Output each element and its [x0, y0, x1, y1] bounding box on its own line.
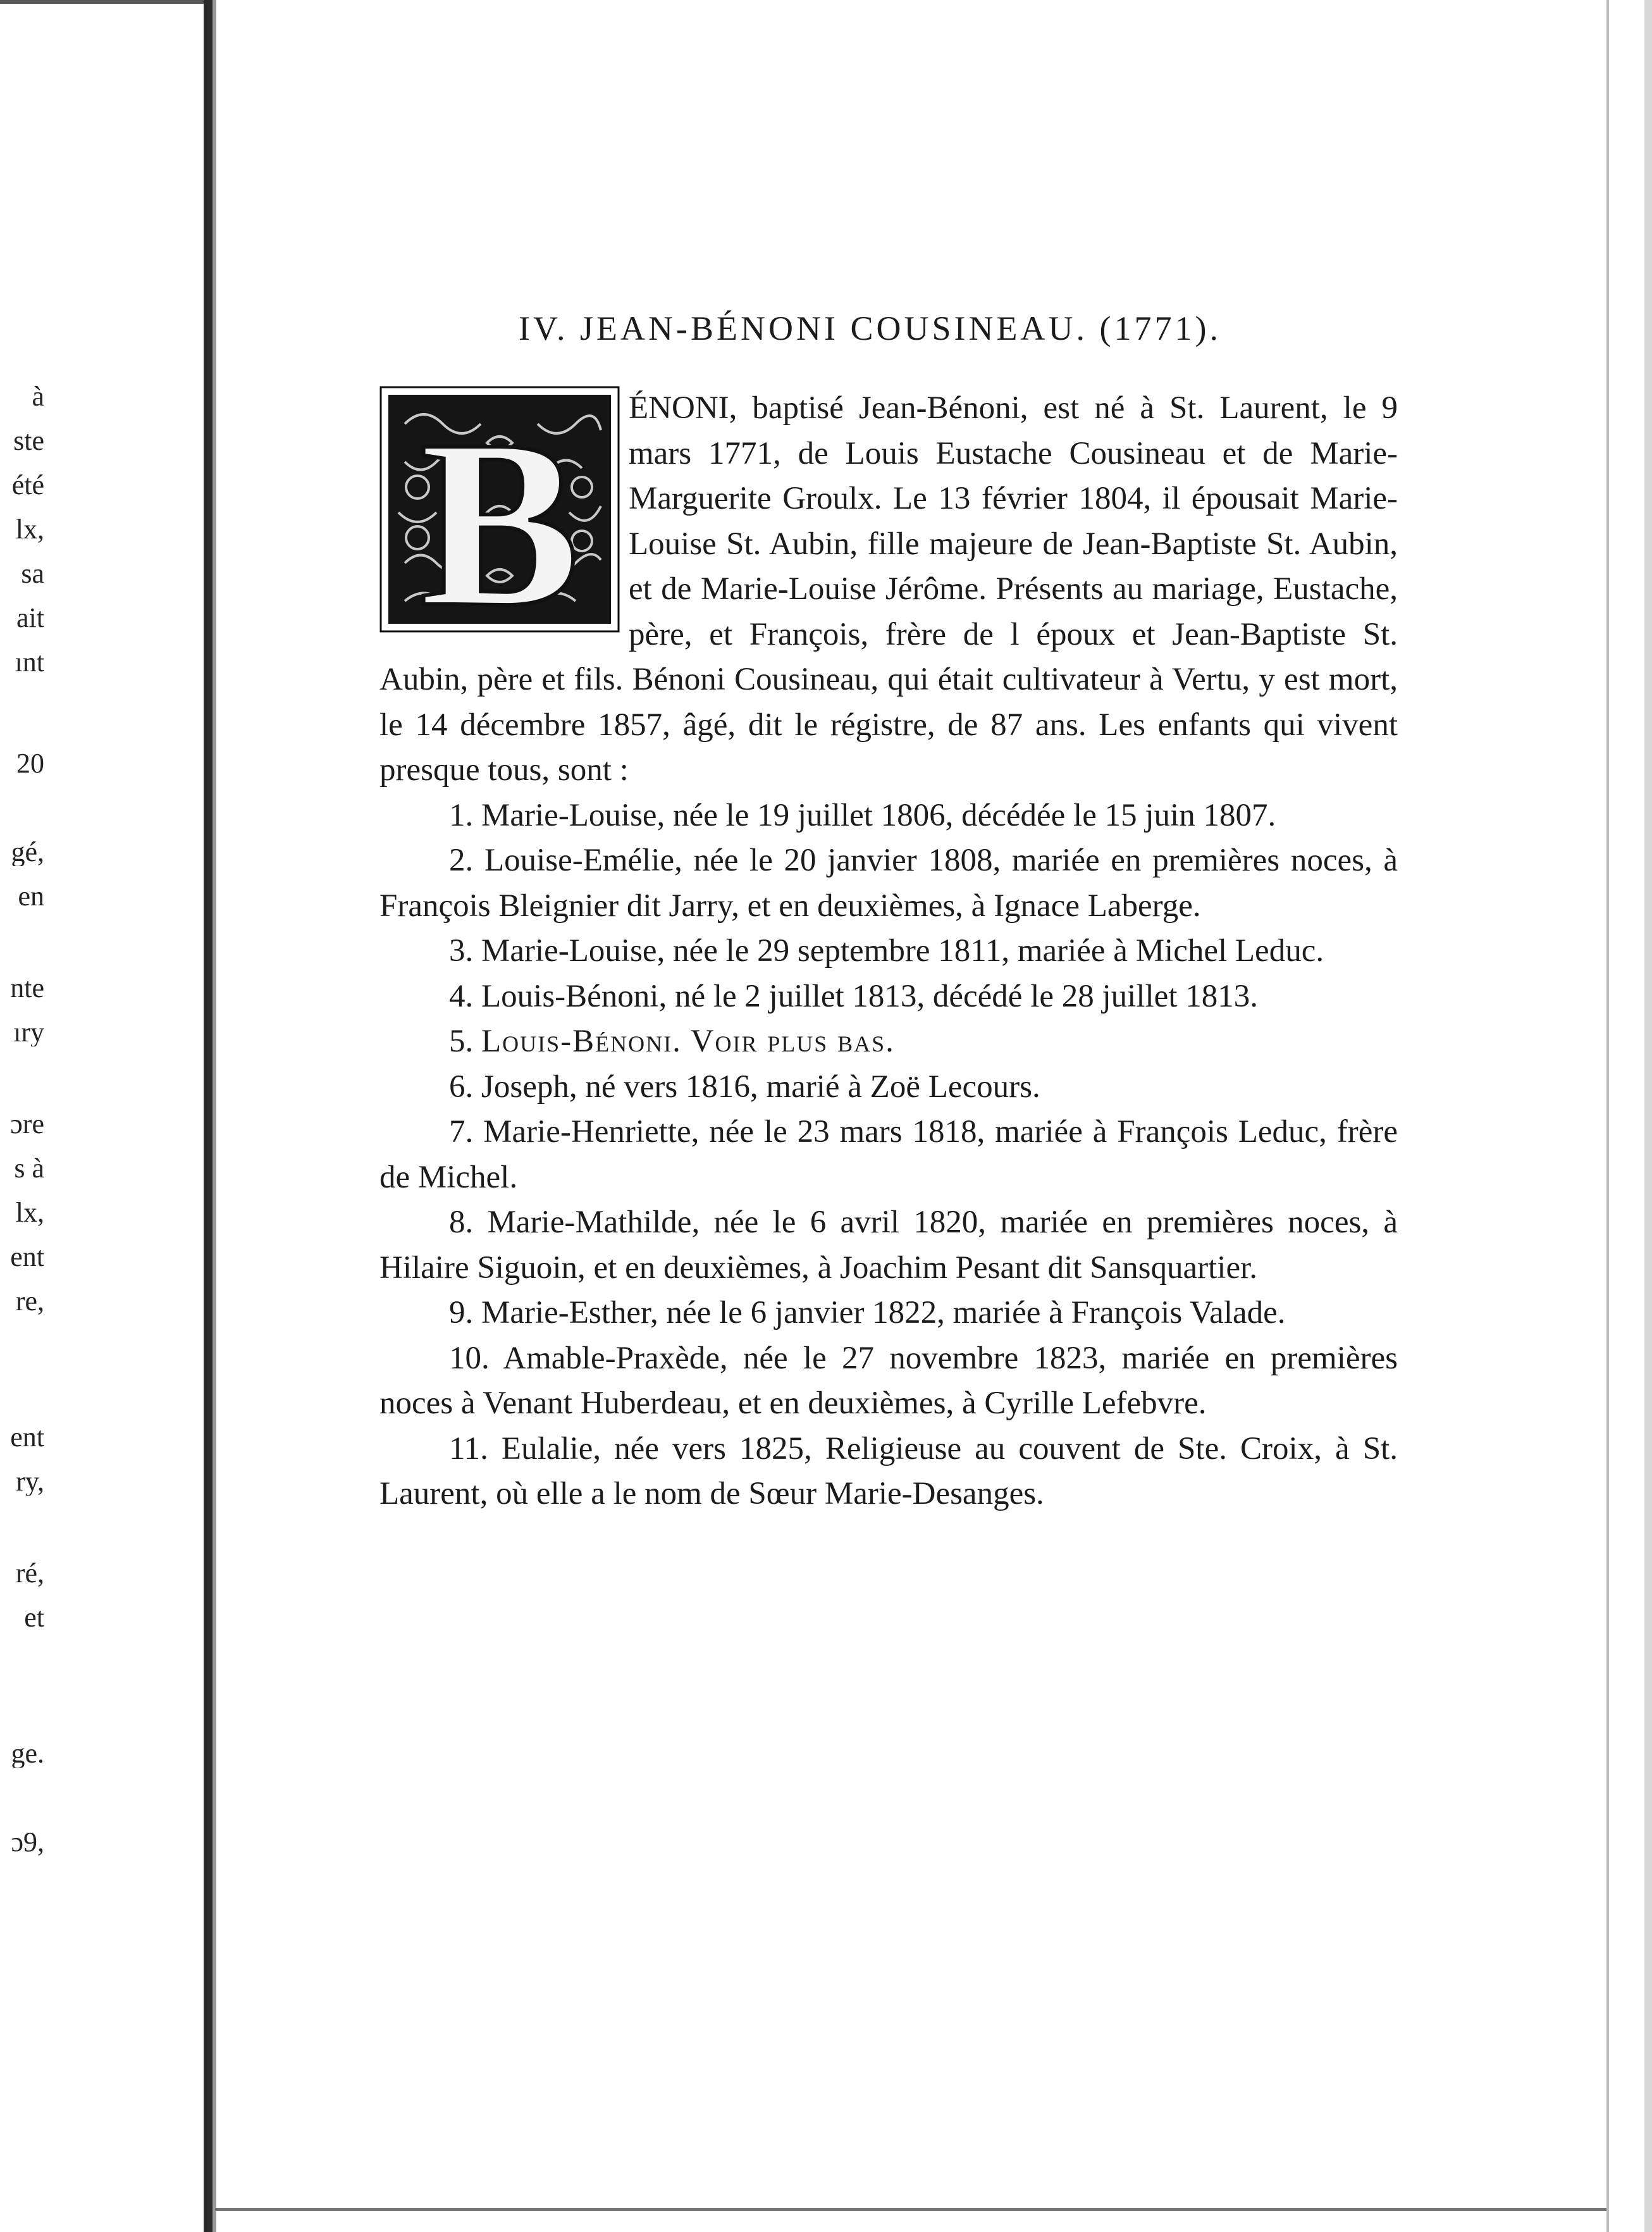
item-number: 2.	[449, 843, 474, 878]
item-text: Marie-Louise, née le 29 septembre 1811, mariée à Michel Leduc.	[481, 933, 1324, 969]
list-item	[379, 1065, 1398, 1110]
left-fragment: gé,	[11, 838, 44, 866]
item-number: 4.	[449, 978, 474, 1014]
item-text: Louis-Bénoni, né le 2 juillet 1813, décédé le 28 juillet 1813.	[481, 978, 1258, 1014]
item-text: Louise-Emélie, née le 20 janvier 1808, mariée en premières noces, à François Bleignier dit Jarry, et en deuxièmes, à Ignace Laberge.	[379, 843, 1398, 924]
item-text: Amable-Praxède, née le 27 novembre 1823, mariée en premières noces à Venant Huberdeau, et en deuxièmes, à Cyrille Lefebvre.	[379, 1340, 1398, 1421]
page-right-edge	[1606, 0, 1609, 2232]
item-number: 11.	[449, 1430, 488, 1466]
svg-text:B: B	[419, 390, 580, 633]
item-text: Louis-Bénoni. Voir plus bas.	[481, 1024, 895, 1059]
left-fragment: ıry	[13, 1019, 44, 1046]
item-text: Joseph, né vers 1816, marié à Zoë Lecours.	[481, 1069, 1040, 1105]
left-fragment: ent	[10, 1243, 44, 1271]
left-fragment: ɔre	[10, 1110, 44, 1138]
item-number: 5.	[449, 1024, 474, 1059]
left-fragment: et	[24, 1604, 44, 1632]
item-number: 1.	[449, 797, 474, 833]
item-number: 9.	[449, 1295, 474, 1330]
left-fragment: ɔ9,	[11, 1828, 44, 1856]
book-gutter	[204, 0, 213, 2232]
item-number: 7.	[449, 1114, 474, 1150]
scan-top-edge	[0, 0, 215, 4]
item-number: 6.	[449, 1069, 474, 1105]
left-fragment: nte	[10, 974, 44, 1002]
left-fragment: 20	[16, 750, 44, 778]
item-number: 3.	[449, 933, 474, 969]
left-fragment: ınt	[15, 648, 44, 676]
scan-right-margin	[1644, 0, 1652, 2232]
list-item	[379, 1110, 1398, 1200]
item-text: Marie-Henriette, née le 23 mars 1818, mariée à François Leduc, frère de Michel.	[379, 1114, 1398, 1195]
list-item	[379, 974, 1398, 1020]
ornate-dropcap	[379, 386, 620, 633]
main-text	[379, 386, 1398, 1517]
page-bottom-edge	[215, 2208, 1606, 2211]
children-list	[379, 793, 1398, 1517]
left-fragment: à	[32, 383, 44, 411]
list-item	[379, 1336, 1398, 1427]
list-item	[379, 1291, 1398, 1336]
dropcap-b-icon	[379, 386, 620, 633]
list-item	[379, 1019, 1398, 1065]
item-text: Marie-Louise, née le 19 juillet 1806, décédée le 15 juin 1807.	[481, 797, 1276, 833]
item-text: Marie-Esther, née le 6 janvier 1822, mariée à François Valade.	[481, 1295, 1286, 1330]
item-text: Marie-Mathilde, née le 6 avril 1820, mariée en premières noces, à Hilaire Siguoin, et en deuxièmes, à Joachim Pesant dit Sansquartier.	[379, 1205, 1398, 1286]
list-item	[379, 793, 1398, 839]
left-fragment: ge.	[11, 1740, 44, 1768]
intro-paragraph: ÉNONI, baptisé Jean-Bénoni, est né à St. Laurent, le 9 mars 1771, de Louis Eustache Cousineau et de Marie-Marguerite Groulx. Le 13 février 1804, il épousait Marie-Louise St. Aubin, fille majeure de Jean-Baptiste St. Aubin, et de Marie-Louise Jérôme. Présents au mariage, Eustache, père, et François, frère de l époux et Jean-Baptiste St. Aubin, père et fils. Bénoni Cousineau, qui était cultivateur à Vertu, y est mort, le 14 décembre 1857, âgé, dit le régistre, de 87 ans. Les enfants qui vivent presque tous, sont :	[379, 390, 1398, 788]
gutter-shadow	[213, 0, 216, 2232]
left-fragment: ent	[10, 1423, 44, 1451]
chapter-heading: IV. JEAN-BÉNONI COUSINEAU. (1771).	[519, 309, 1221, 347]
left-fragment: ré,	[15, 1559, 44, 1587]
left-fragment: ste	[13, 427, 44, 455]
left-fragment: lx,	[15, 1199, 44, 1227]
left-fragment: ait	[16, 604, 44, 632]
list-item	[379, 838, 1398, 929]
left-fragment: sa	[21, 560, 44, 588]
left-fragment: re,	[15, 1287, 44, 1315]
left-fragment: s à	[14, 1155, 44, 1182]
item-number: 8.	[449, 1205, 474, 1240]
left-fragment: ry,	[16, 1468, 44, 1496]
item-text: Eulalie, née vers 1825, Religieuse au couvent de Ste. Croix, à St. Laurent, où elle a le nom de Sœur Marie-Desanges.	[379, 1430, 1398, 1511]
left-fragment: en	[18, 883, 44, 910]
list-item	[379, 1200, 1398, 1291]
left-fragment: lx,	[15, 516, 44, 543]
item-number: 10.	[449, 1340, 490, 1376]
list-item	[379, 1427, 1398, 1517]
left-fragment: été	[11, 471, 44, 499]
list-item	[379, 929, 1398, 974]
